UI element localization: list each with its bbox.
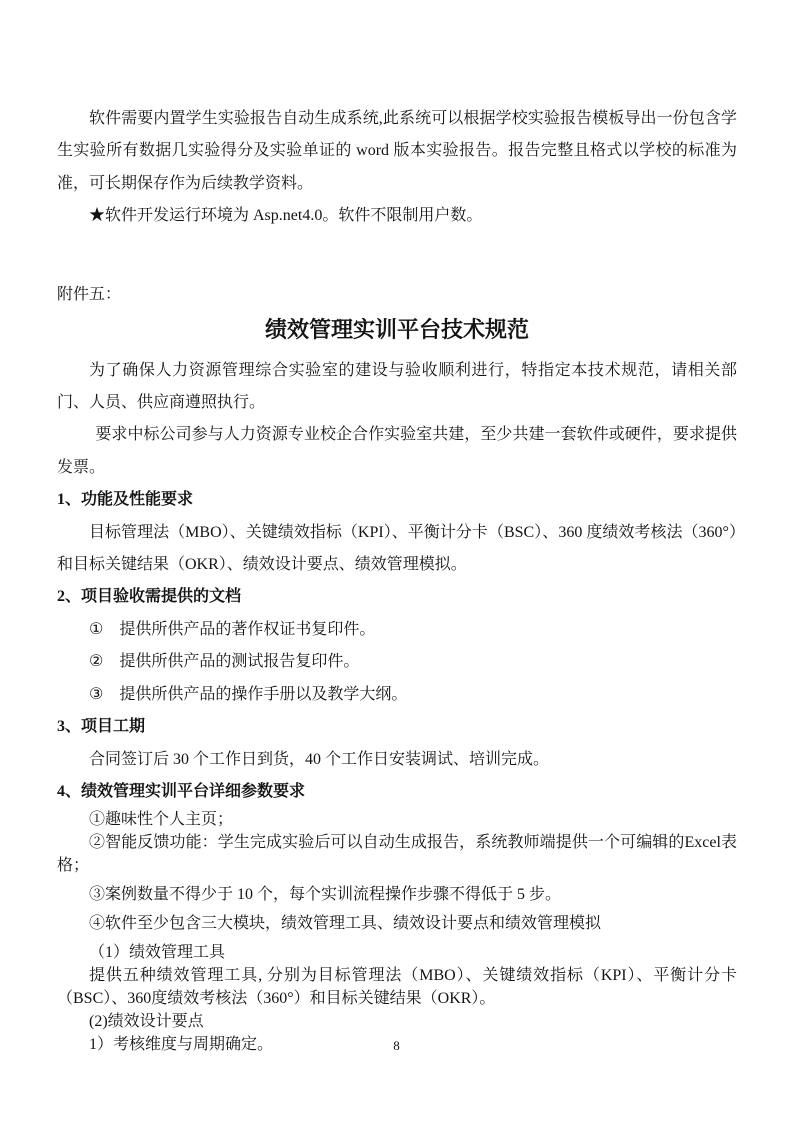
circled-number-1: ①: [89, 620, 104, 638]
section4-sub1-heading: （1）绩效管理工具: [89, 944, 226, 962]
section1-body: 目标管理法（MBO）、关键绩效指标（KPI）、平衡计分卡（BSC）、360 度绩效考核法（360°）和目标关键结果（OKR）、绩效设计要点、绩效管理模拟。: [57, 523, 737, 574]
section3-heading: 3、项目工期: [57, 718, 146, 736]
list-item-text: 提供所供产品的测试报告复印件。: [119, 653, 360, 671]
section4-content: [57, 808, 737, 1056]
section4-sub1-body: 提供五种绩效管理工具, 分别为目标管理法（MBO）、关键绩效指标（KPI）、平衡计分卡（BSC）、360度绩效考核法（360°）和目标关键结果（OKR）。: [57, 967, 737, 1008]
acceptance-document-list: [57, 614, 737, 711]
report-generation-paragraph: 软件需要内置学生实验报告自动生成系统,此系统可以根据学校实验报告模板导出一份包含学生实验所有数据几实验得分及实验单证的 word 版本实验报告。报告完整且格式以学校的标准为准，可长期保存作为后续教学资料。: [57, 110, 737, 192]
attachment-label: 附件五：: [57, 285, 122, 303]
section2-heading: 2、项目验收需提供的文档: [57, 588, 242, 606]
section3-body: 合同签订后 30 个工作日到货，40 个工作日安装调试、培训完成。: [89, 750, 550, 768]
page-number: 8: [393, 1038, 400, 1053]
section1-heading: 1、功能及性能要求: [57, 491, 194, 509]
circled-number-3: ③: [89, 685, 104, 703]
section4-item-4: ④软件至少包含三大模块，绩效管理工具、绩效设计要点和绩效管理模拟: [89, 915, 602, 933]
list-item: [57, 646, 737, 678]
section4-sub2-heading: (2)绩效设计要点: [89, 1013, 204, 1031]
cobuild-paragraph: 要求中标公司参与人力资源专业校企合作实验室共建，至少共建一套软件或硬件，要求提供发票。: [57, 426, 737, 476]
section4-item-1: ①趣味性个人主页；: [89, 811, 234, 829]
list-item: [57, 614, 737, 646]
list-item-text: 提供所供产品的著作权证书复印件。: [119, 620, 376, 638]
circled-number-2: ②: [89, 653, 104, 671]
document-title: 绩效管理实训平台技术规范: [264, 316, 529, 342]
section4-heading: 4、绩效管理实训平台详细参数要求: [57, 782, 306, 800]
list-item: [57, 679, 737, 711]
section4-item-3: ③案例数量不得少于 10 个，每个实训流程操作步骤不得低于 5 步。: [89, 886, 562, 904]
purpose-paragraph: 为了确保人力资源管理综合实验室的建设与验收顺利进行，特指定本技术规范，请相关部门、人员、供应商遵照执行。: [57, 361, 737, 412]
section4-sub2-item: 1）考核维度与周期确定。: [89, 1036, 274, 1054]
star-environment-note: ★软件开发运行环境为 Asp.net4.0。软件不限制用户数。: [89, 207, 483, 225]
list-item-text: 提供所供产品的操作手册以及教学大纲。: [119, 685, 408, 703]
section4-item-2: ②智能反馈功能：学生完成实验后可以自动生成报告，系统教师端提供一个可编辑的Excel表格；: [57, 834, 737, 875]
